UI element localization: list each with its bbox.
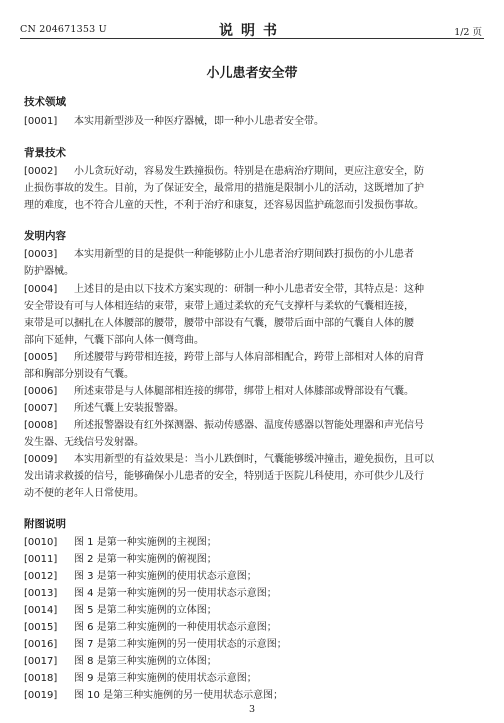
figure-item	[24, 669, 257, 684]
paragraph-line: 发生器、无线信号发射器。	[24, 437, 144, 448]
figure-item	[24, 652, 217, 667]
paragraph-line: 部向下延伸，气囊下部向人体一侧弯曲。	[24, 335, 204, 346]
figure-description: 图 10 是第三种实施例的另一使用状态示意图；	[74, 690, 284, 701]
paragraph-number: [0011]	[24, 554, 58, 565]
paragraph-line: 防护器械。	[24, 266, 74, 277]
figure-description: 图 6 是第二种实施例的一种使用状态示意图；	[74, 622, 277, 633]
paragraph-number: [0013]	[24, 588, 58, 599]
paragraph-0006	[24, 382, 414, 397]
paragraph-line: 部和胸部分别设有气囊。	[24, 369, 134, 380]
figure-item	[24, 550, 217, 565]
page-number: 3	[248, 704, 256, 715]
paragraph-line: 止损伤事故的发生。目前，为了保证安全，最常用的措施是限制小儿的活动，这既增加了护	[24, 183, 424, 194]
figure-description: 图 1 是第一种实施例的主视图；	[74, 537, 217, 548]
figure-item	[24, 618, 277, 633]
paragraph-number: [0016]	[24, 639, 58, 650]
page-indicator: 1/2 页	[454, 27, 482, 38]
paragraph-number: [0014]	[24, 605, 58, 616]
figure-description: 图 7 是第二种实施例的另一使用状态的示意图；	[74, 639, 287, 650]
figure-description: 图 8 是第三种实施例的立体图；	[74, 656, 217, 667]
paragraph-number: [0005]	[24, 352, 58, 363]
paragraph-line: 束带是可以捆扎在人体腰部的腰带，腰带中部设有气囊，腰带后面中部的气囊自人体的腰	[24, 318, 414, 329]
figure-item	[24, 567, 257, 582]
section-heading-drawings: 附图说明	[24, 518, 66, 530]
paragraph-number: [0008]	[24, 420, 58, 431]
paragraph-text: 所述气囊上安装报警器。	[74, 403, 184, 414]
section-heading-invention: 发明内容	[24, 230, 66, 242]
header-divider	[20, 38, 484, 39]
paragraph-number: [0006]	[24, 386, 58, 397]
paragraph-number: [0001]	[24, 116, 58, 127]
figure-description: 图 9 是第三种实施例的使用状态示意图；	[74, 673, 257, 684]
paragraph-number: [0018]	[24, 673, 58, 684]
paragraph-text: 上述目的是由以下技术方案实现的：研制一种小儿患者安全带，其特点是：这种	[74, 284, 424, 295]
figure-item	[24, 533, 217, 548]
paragraph-line: 动不便的老年人日常使用。	[24, 488, 144, 499]
patent-number: CN 204671353 U	[20, 24, 107, 35]
paragraph-text: 本实用新型的目的是提供一种能够防止小儿患者治疗期间跌打损伤的小儿患者	[74, 249, 414, 260]
paragraph-number: [0019]	[24, 690, 58, 701]
paragraph-0007	[24, 399, 184, 414]
paragraph-number: [0004]	[24, 284, 58, 295]
figure-item	[24, 686, 283, 701]
paragraph-number: [0017]	[24, 656, 58, 667]
document-type: 说明书	[219, 23, 285, 39]
paragraph-line: 发出请求救援的信号，能够确保小儿患者的安全，特别适于医院儿科使用，亦可供少儿及行	[24, 471, 424, 482]
paragraph-text: 本实用新型的有益效果是：当小儿跌倒时，气囊能够缓冲撞击，避免损伤，且可以	[74, 454, 434, 465]
paragraph-text: 本实用新型涉及一种医疗器械，即一种小儿患者安全带。	[74, 116, 324, 127]
paragraph-number: [0015]	[24, 622, 58, 633]
paragraph-0005	[24, 348, 424, 363]
figure-description: 图 5 是第二种实施例的立体图；	[74, 605, 217, 616]
paragraph-number: [0007]	[24, 403, 58, 414]
paragraph-number: [0010]	[24, 537, 58, 548]
paragraph-text: 所述腰带与跨带相连接，跨带上部与人体肩部相配合，跨带上部相对人体的肩背	[74, 352, 424, 363]
paragraph-text: 小儿贪玩好动，容易发生跌撞损伤。特别是在患病治疗期间，更应注意安全，防	[74, 166, 424, 177]
paragraph-number: [0002]	[24, 166, 58, 177]
paragraph-0009	[24, 450, 434, 465]
figure-description: 图 2 是第一种实施例的俯视图；	[74, 554, 217, 565]
paragraph-text: 所述报警器设有红外探测器、振动传感器、温度传感器以智能处理器和声光信号	[74, 420, 424, 431]
figure-item	[24, 635, 287, 650]
paragraph-0003	[24, 245, 414, 260]
section-heading-background: 背景技术	[24, 147, 66, 159]
figure-item	[24, 601, 217, 616]
paragraph-0001	[24, 112, 324, 127]
document-title: 小儿患者安全带	[206, 66, 298, 81]
paragraph-line: 理的难度，也不符合儿童的天性，不利于治疗和康复，还容易因监护疏忽而引发损伤事故。	[24, 200, 424, 211]
section-heading-tech-field: 技术领域	[24, 96, 66, 108]
paragraph-number: [0009]	[24, 454, 58, 465]
figure-description: 图 4 是第一种实施例的另一使用状态示意图；	[74, 588, 277, 599]
paragraph-0008	[24, 416, 424, 431]
figure-item	[24, 584, 277, 599]
paragraph-number: [0003]	[24, 249, 58, 260]
paragraph-text: 所述束带是与人体腿部相连接的绑带，绑带上相对人体膝部或臀部设有气囊。	[74, 386, 414, 397]
figure-description: 图 3 是第一种实施例的使用状态示意图；	[74, 571, 257, 582]
paragraph-0004	[24, 280, 424, 295]
paragraph-number: [0012]	[24, 571, 58, 582]
paragraph-0002	[24, 162, 424, 177]
paragraph-line: 安全带设有可与人体相连结的束带，束带上通过柔软的充气支撑杆与柔软的气囊相连接，	[24, 301, 414, 312]
